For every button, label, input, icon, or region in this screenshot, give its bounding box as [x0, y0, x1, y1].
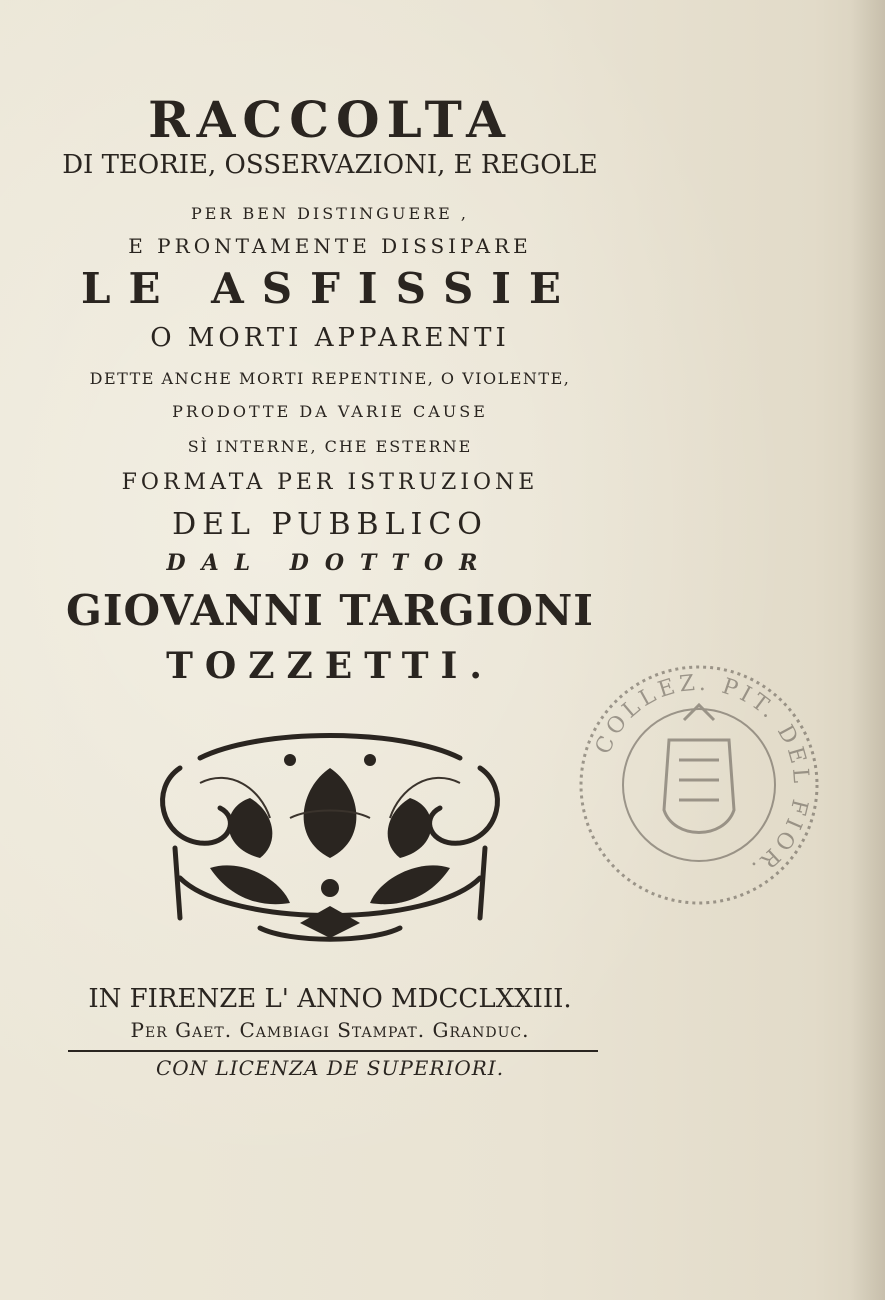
title-line-2: DI TEORIE, OSSERVAZIONI, E REGOLE	[62, 150, 598, 180]
imprint-rule	[68, 1050, 598, 1052]
title-line-7: DETTE ANCHE MORTI REPENTINE, O VIOLENTE,	[89, 369, 571, 388]
paper-edge	[851, 0, 885, 1300]
title-line-4: E PRONTAMENTE DISSIPARE	[128, 234, 532, 258]
title-heading: RACCOLTA	[148, 90, 512, 149]
title-line-10: FORMATA PER ISTRUZIONE	[121, 470, 539, 495]
author-name: GIOVANNI TARGIONI	[66, 586, 594, 635]
author-intro: DAL DOTTOR	[166, 550, 494, 576]
author-surname: TOZZETTI.	[166, 645, 494, 687]
title-line-9: SÌ INTERNE, CHE ESTERNE	[187, 437, 473, 456]
stamp-text: COLLEZ. PIT. DEL FIOR.	[590, 670, 814, 883]
title-line-3: PER BEN DISTINGUERE ,	[190, 204, 470, 223]
title-line-5: LE ASFISSIE	[81, 264, 579, 313]
stamp-crest	[664, 705, 734, 833]
title-line-11: DEL PUBBLICO	[172, 507, 488, 542]
imprint-place-year: IN FIRENZE L' ANNO MDCCLXXIII.	[88, 984, 572, 1014]
title-line-6: O MORTI APPARENTI	[150, 323, 510, 353]
imprint-license: CON LICENZA DE SUPERIORI.	[155, 1056, 505, 1080]
imprint-printer: Per Gaet. Cambiagi Stampat. Granduc.	[130, 1018, 530, 1042]
title-line-8: PRODOTTE DA VARIE CAUSE	[172, 402, 488, 421]
library-stamp	[574, 660, 824, 910]
printers-ornament	[140, 728, 520, 950]
